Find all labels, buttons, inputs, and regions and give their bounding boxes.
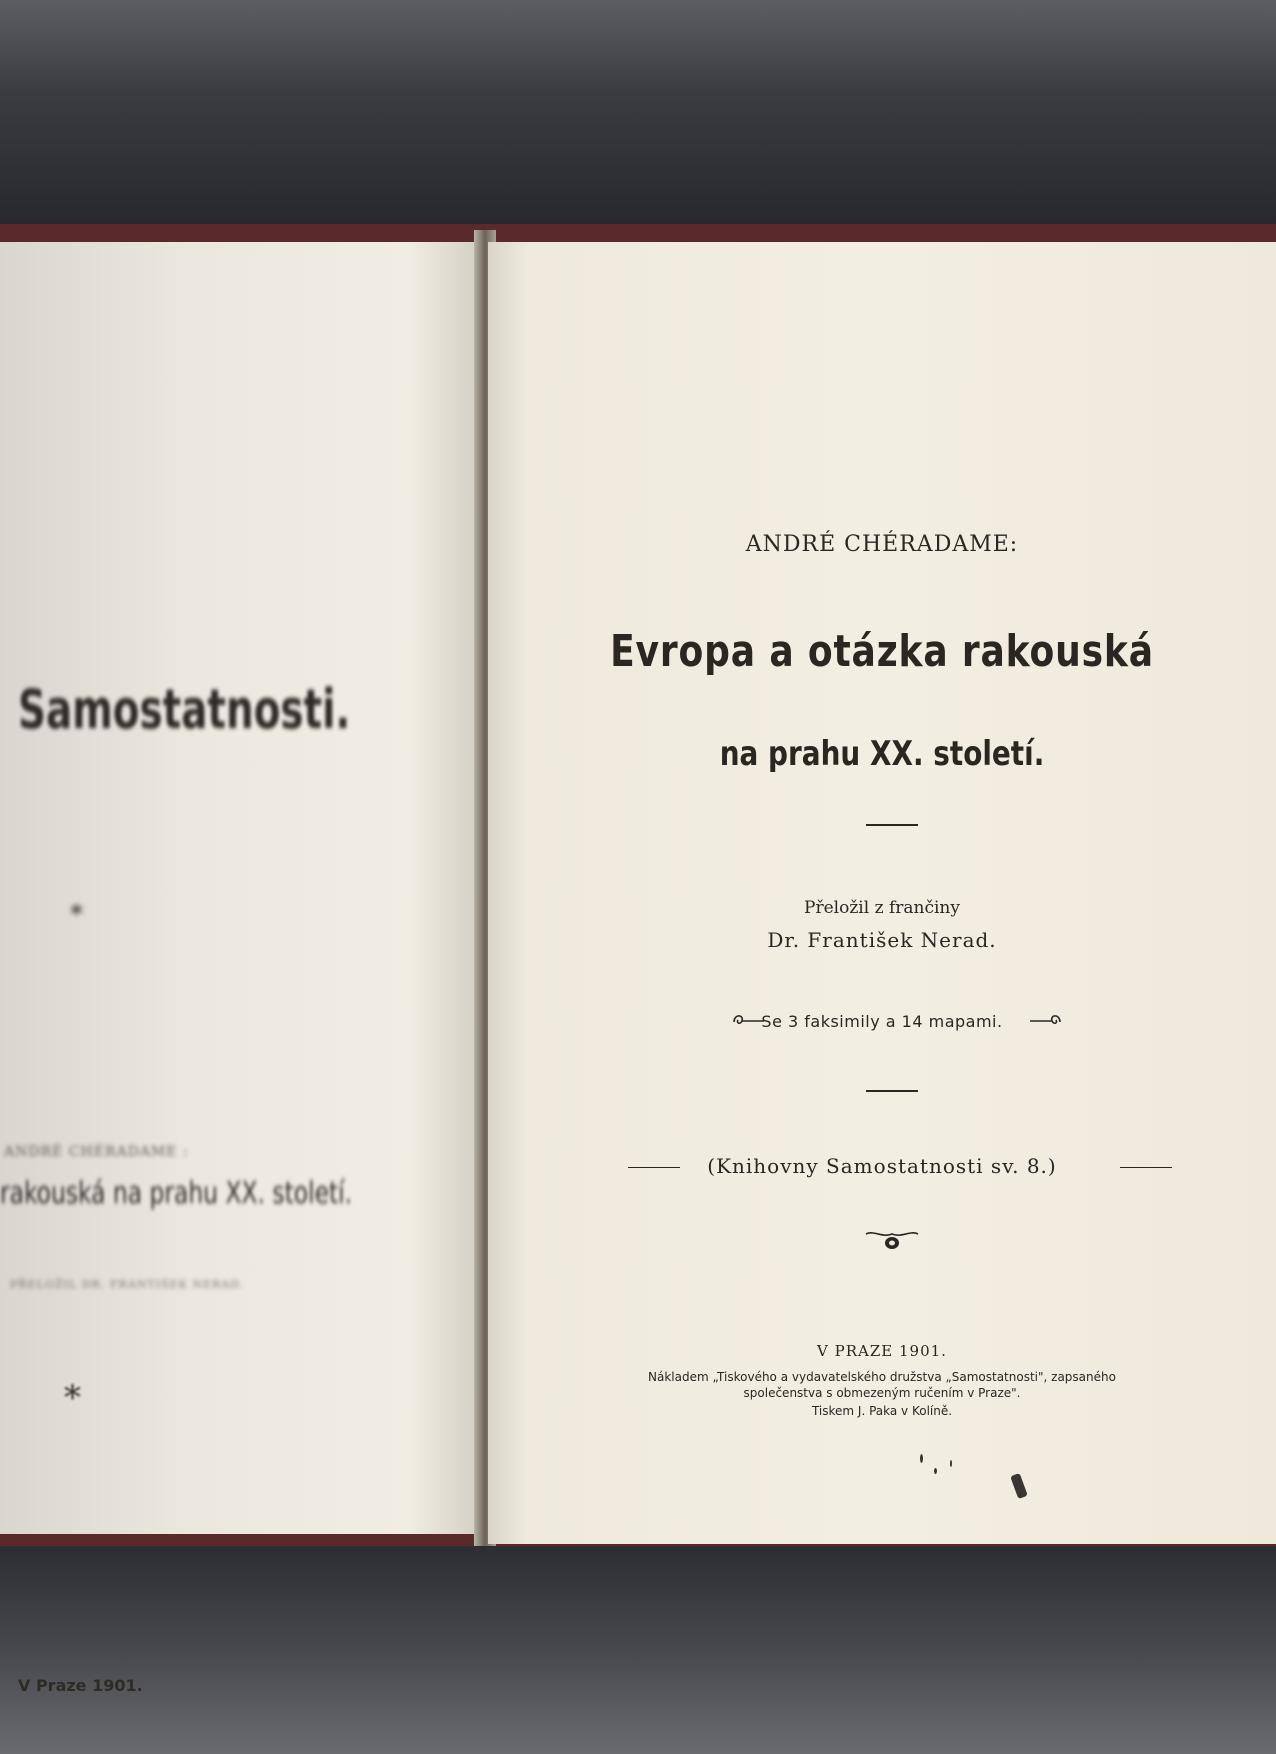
scanner-shadow-top <box>0 0 1276 232</box>
book-subtitle: na prahu XX. století. <box>719 734 1045 774</box>
translated-from: Přeložil z frančiny <box>804 898 960 918</box>
left-asterisk-ornament: * <box>64 1378 81 1418</box>
ink-speck <box>950 1460 952 1467</box>
title-page <box>488 242 1276 1544</box>
scanner-shadow-bottom <box>0 1542 1276 1754</box>
ink-speck <box>934 1468 937 1474</box>
divider-rule <box>866 1090 918 1092</box>
left-place-year: V Praze 1901. <box>18 1676 143 1695</box>
ink-speck <box>920 1454 923 1463</box>
fleuron-ornament <box>864 1228 920 1256</box>
printer-line: Tiskem J. Paka v Kolíně. <box>811 1404 953 1418</box>
illustrations-note: Se 3 faksimily a 14 mapami. <box>761 1012 1003 1031</box>
left-translator: PŘELOŽIL DR. FRANTIŠEK NERAD. <box>10 1278 245 1291</box>
publisher-line-2: společenstva s obmezeným ručením v Praze". <box>743 1386 1021 1400</box>
publisher-line-1: Nákladem „Tiskového a vydavatelského družstva „Samostatnosti", zapsaného <box>648 1370 1116 1384</box>
place-year: V PRAZE 1901. <box>817 1342 947 1360</box>
ink-smudge <box>1010 1473 1028 1499</box>
left-series-title: Samostatnosti. <box>18 678 351 741</box>
series-line: (Knihovny Samostatnosti sv. 8.) <box>707 1154 1057 1178</box>
left-star-ornament: * <box>70 900 83 930</box>
left-book-title: rakouská na prahu XX. století. <box>0 1176 353 1211</box>
left-page <box>0 242 482 1695</box>
book-title: Evropa a otázka rakouská <box>610 626 1154 677</box>
series-right-dash <box>1120 1167 1172 1168</box>
author-name: ANDRÉ CHÉRADAME: <box>745 532 1019 557</box>
right-curl-ornament <box>1028 1012 1062 1033</box>
divider-rule <box>866 824 918 826</box>
left-author: ANDRÉ CHÉRADAME : <box>4 1144 189 1160</box>
translator-name: Dr. František Nerad. <box>767 928 997 952</box>
